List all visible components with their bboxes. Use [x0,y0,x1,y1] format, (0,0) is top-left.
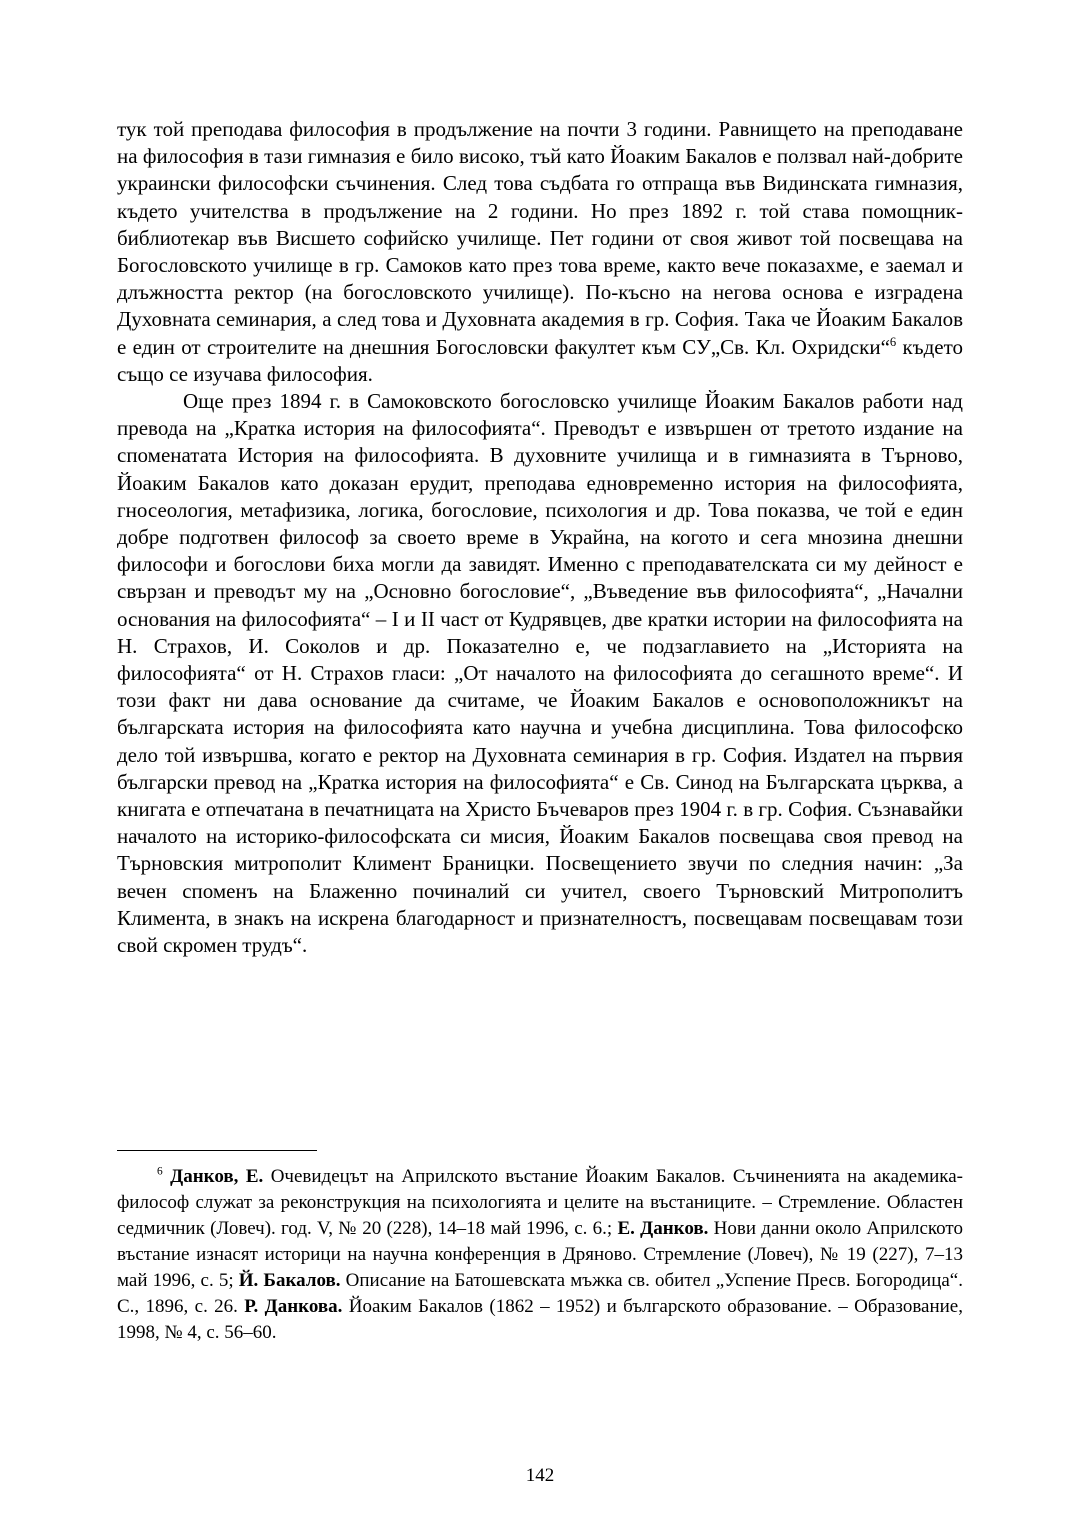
footnote-separator [117,1150,317,1151]
footnote-number: 6 [157,1165,163,1178]
footnote-author-2: Е. Данков. [617,1218,709,1239]
page-number: 142 [525,1465,555,1486]
footnote-text-4: Йоаким Бакалов (1862 – 1952) и българското образование. – Образование, 1998, № 4, с. 56–60. [117,1296,963,1343]
footnote-text-2: Нови данни около Априлското въстание изнасят историци на научна конференция в Дряново. Стремление (Ловеч), № 19 (227), 7–13 май 1996, с. 5; [117,1218,963,1291]
paragraph-1 [117,116,963,388]
footnote-reference: 6 [889,334,897,349]
footnote [117,1164,963,1346]
footnote-paragraph [117,1164,963,1346]
footnote-author-3: Й. Бакалов. [238,1270,341,1291]
paragraph-1-text: тук той преподава философия в продължение на почти 3 години. Равнището на преподаване на философия в тази гимназия е било високо, тъй като Йоаким Бакалов е ползвал най-добрите украински философски съчинения. След това съдбата го отпраща във Видинската гимназия, където учителства в продължение на 2 години. Но през 1892 г. той става помощник-библиотекар във Висшето софийско училище. Пет години от своя живот той посвещава на Богословското училище в гр. Самоков като през това време, както вече показахме, е заемал и длъжността ректор (на богословското училище). По-късно на негова основа е изградена Духовната семинария, а след това и Духовната академия в гр. София. Така че Йоаким Бакалов е един от строителите на днешния Богословски факултет към СУ„Св. Кл. Охридски“ [117,117,963,359]
footnote-text-1: Очевидецът на Априлското въстание Йоаким Бакалов. Съчиненията на академика-философ служат за реконструкция на психологията и целите на въстаниците. – Стремление. Областен седмичник (Ловеч). год. V, № 20 (228), 14–18 май 1996, с. 6.; [117,1166,963,1239]
footnote-author-1: Данков, Е. [170,1166,264,1187]
paragraph-2: Още през 1894 г. в Самоковското богословско училище Йоаким Бакалов работи над превода на „Кратка история на философията“. Преводът е извършен от третото издание на споменатата История на философията. В духовните училища и в гимназията в Търново, Йоаким Бакалов като доказан ерудит, преподава едновременно история на философията, гносеология, метафизика, логика, богословие, психология и др. Това показва, че той е един добре подготвен философ за своето време в Украйна, на когото и сега мнозина днешни философи и богослови биха могли да завидят. Именно с преподавателската си му дейност е свързан и преводът му на „Основно богословие“, „Въведение във философията“, „Начални основания на философията“ – I и II част от Кудрявцев, две кратки истории на философията на Н. Страхов, И. Соколов и др. Показателно е, че подзаглавието на „Историята на философията“ от Н. Страхов гласи: „От началото на философията до сегашното време“. И този факт ни дава основание да считаме, че Йоаким Бакалов е основоположникът на българската история на философията като научна и учебна дисциплина. Това философско дело той извършва, когато е ректор на Духовната семинария в гр. София. Издател на първия български превод на „Кратка история на философията“ е Св. Синод на Българската църква, а книгата е отпечатана в печатницата на Христо Бъчеваров през 1904 г. в гр. София. Съзнавайки началото на историко-философската си мисия, Йоаким Бакалов посвещава своя превод на Търновския митрополит Климент Браницки. Посвещението звучи по следния начин: „За вечен споменъ на Блаженно починалий си учител, своего Търновский Митрополитъ Климента, в знакъ на искрена благодарност и признателностъ, посвещавам посвещавам този свой скромен трудъ“. [117,389,963,958]
paragraph-1-tail: където също се изучава философия. [117,334,964,386]
footnote-text-3: Описание на Батошевската мъжка св. обител „Успение Пресв. Богородица“. С., 1896, с. 26. [117,1270,963,1317]
main-text [117,116,963,959]
footnote-author-4: Р. Данкова. [244,1296,343,1317]
